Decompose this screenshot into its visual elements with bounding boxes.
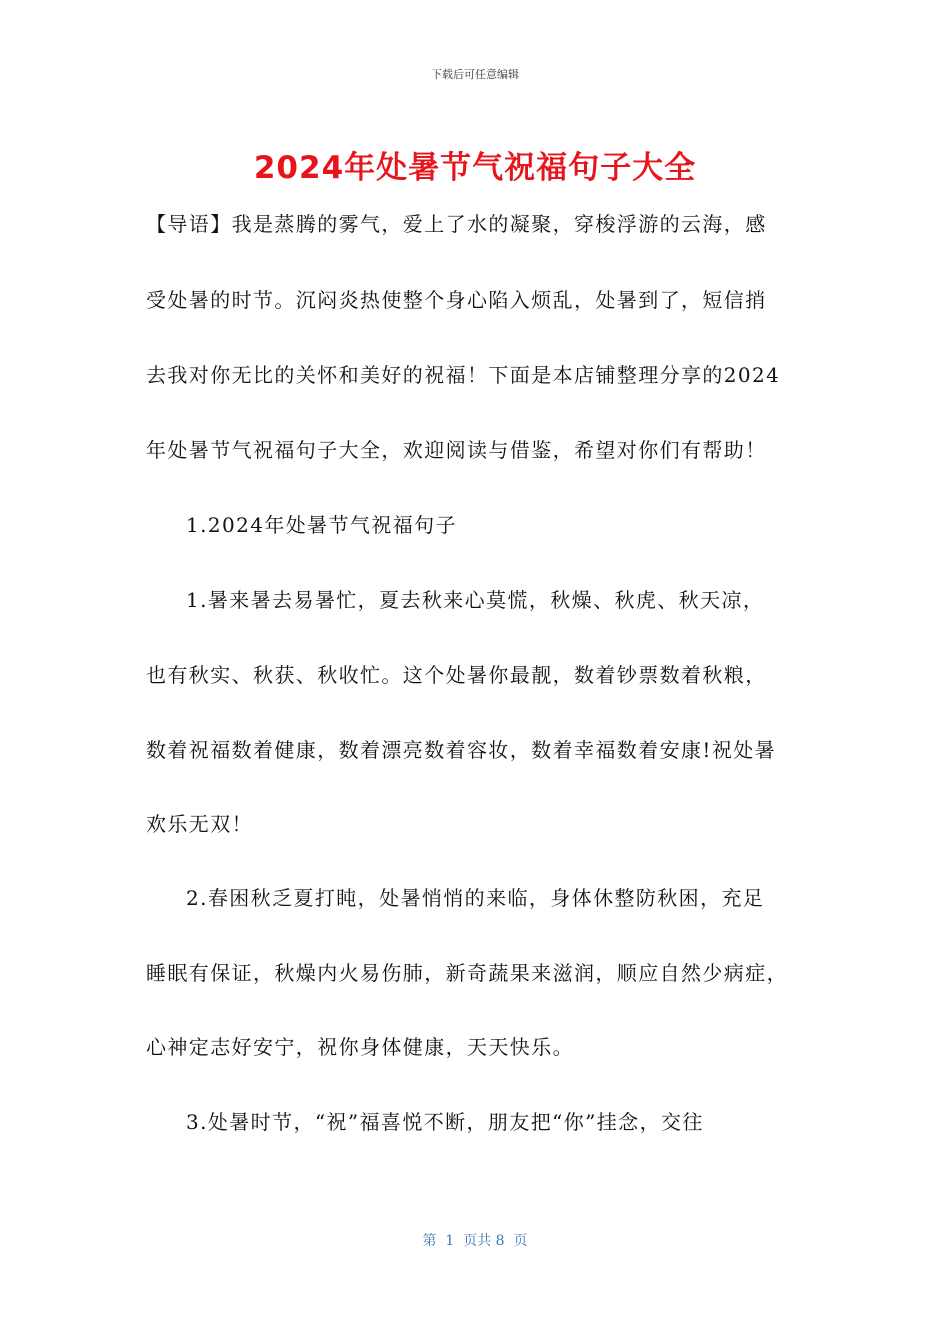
section-heading: 1.2024年处暑节气祝福句子	[186, 513, 457, 537]
item-1-line-3: 数着祝福数着健康，数着漂亮数着容妆，数着幸福数着安康!祝处暑	[146, 738, 777, 762]
item-2-line-1: 2.春困秋乏夏打盹，处暑悄悄的来临，身体休整防秋困，充足	[186, 886, 765, 910]
intro-line-4: 年处暑节气祝福句子大全，欢迎阅读与借鉴，希望对你们有帮助！	[146, 438, 767, 462]
page-footer: 第 1 页共 8 页	[422, 1233, 528, 1249]
item-2-line-3: 心神定志好安宁，祝你身体健康，天天快乐。	[146, 1035, 574, 1059]
item-1-line-2: 也有秋实、秋获、秋收忙。这个处暑你最靓，数着钞票数着秋粮，	[146, 663, 767, 687]
item-3-line-1: 3.处暑时节，“祝”福喜悦不断，朋友把“你”挂念，交往	[186, 1110, 704, 1134]
intro-line-2: 受处暑的时节。沉闷炎热使整个身心陷入烦乱，处暑到了，短信捎	[146, 288, 767, 312]
header-note: 下载后可任意编辑	[431, 68, 519, 81]
document-title: 2024年处暑节气祝福句子大全	[253, 150, 697, 186]
item-1-line-4: 欢乐无双！	[146, 812, 253, 836]
intro-line-1: 【导语】我是蒸腾的雾气，爱上了水的凝聚，穿梭浮游的云海，感	[146, 212, 767, 236]
item-2-line-2: 睡眠有保证，秋燥内火易伤肺，新奇蔬果来滋润，顺应自然少病症，	[146, 961, 788, 985]
item-1-line-1: 1.暑来暑去易暑忙，夏去秋来心莫慌，秋燥、秋虎、秋天凉，	[186, 588, 765, 612]
intro-line-3: 去我对你无比的关怀和美好的祝福！下面是本店铺整理分享的2024	[146, 363, 781, 387]
